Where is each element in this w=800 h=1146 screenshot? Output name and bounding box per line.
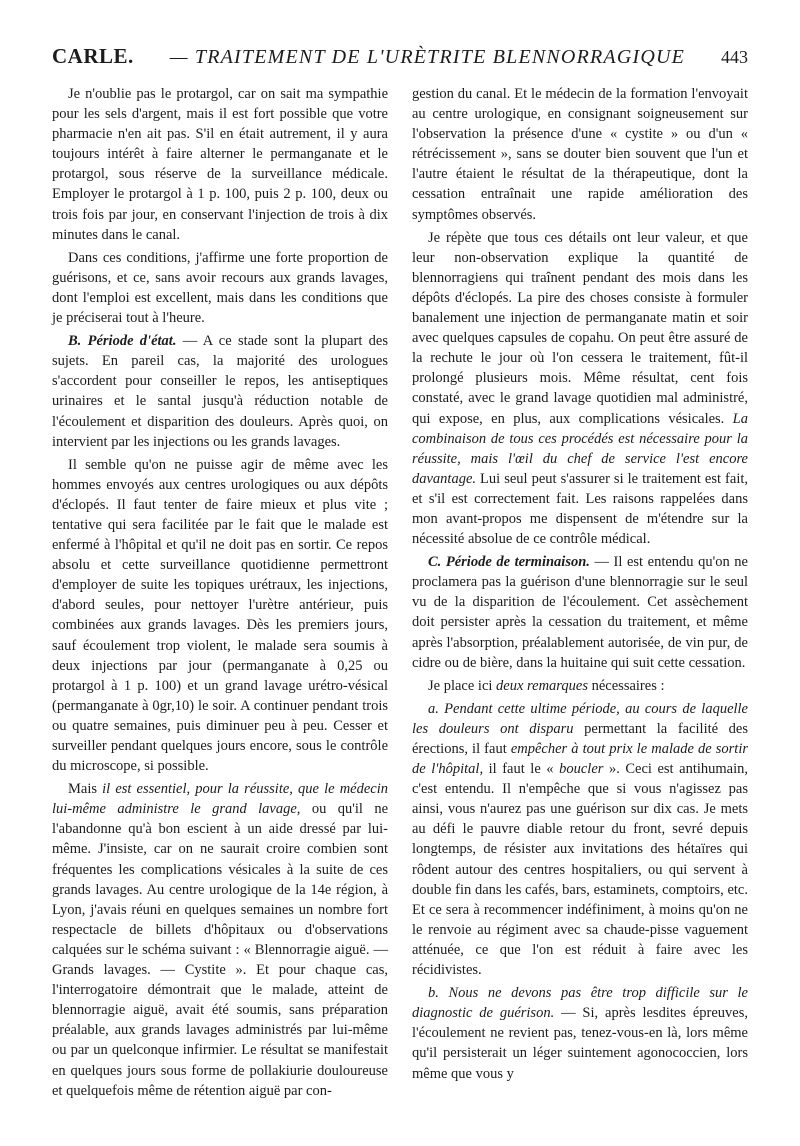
paragraph: Mais il est essentiel, pour la réussite, que le médecin lui-même administre le grand lavage, ou qu'il ne l'abandonne qu'à bon escient à un aide dressé par lui-même. J'insiste, car on ne saurait croire combien sont fréquentes les complications vésicales à la suite de ces grands lavages. Au centre urologique de la 14e région, à Lyon, j'avais réuni en quelques semaines un nombre fort respectacle de billets d'hôpitaux ou d'observations calquées sur le schéma suivant : « Blennorragie aiguë. — Grands lavages. — Cystite ». Et pour chaque cas, l'interrogatoire démontrait que le malade, atteint de blennorragie aiguë, avait été soumis, sans préparation préalable, aux grands lavages administrés par lui-même ou par un quelconque infirmier. Le résultat se manifestait en quelques jours sous forme de pollakiurie douloureuse et quelquefois même de rétention aiguë par con- bbox=[52, 781, 388, 1099]
paragraph: b. Nous ne devons pas être trop difficile sur le diagnostic de guérison. — Si, après lesdites épreuves, l'écoulement ne revient pas, tenez-vous-en là, lors même qu'il persisterait un léger suintement agonococcien, lors même que vous y bbox=[412, 985, 748, 1082]
paragraph: B. Période d'état. — A ce stade sont la plupart des sujets. En pareil cas, la majorité des urologues s'accordent pour conseiller le repos, les antiseptiques urinaires et le santal jusqu'à réduction notable de l'écoulement et disparition des douleurs. Après quoi, on intervient par les injections ou les grands lavages. bbox=[52, 333, 389, 450]
paragraph: Il semble qu'on ne puisse agir de même avec les hommes envoyés aux centres urologiques ou aux dépôts d'éclopés. Il faut tenter de faire mieux et plus vite ; tentative qui sera facilitée par le fait que le malade est enfermé à l'hôpital et qu'il ne doit pas en sortir. Ce repos absolu et cette surveillance quotidienne permettront d'employer de suite les topiques urétraux, les injections, d'abord seules, pour nettoyer l'urètre antérieur, puis combinées aux grands lavages. Dès les premiers jours, sauf écoulement trop violent, le malade sera soumis à deux injections par jour (permanganate à 0,25 ou protargol à 1 p. 100) et un grand lavage urétro-vésical (permanganate à 0gr,10) le soir. A continuer pendant trois ou quatre semaines, puis diminuer peu à peu. Cesser et surveiller pendant quelques jours encore, sous le contrôle du microscope, si possible. bbox=[52, 456, 388, 775]
paragraph: Je n'oublie pas le protargol, car on sait ma sympathie pour les sels d'argent, mais il est fort possible que votre pharmacie n'en ait pas. S'il en était autrement, il y aura toujours intérêt à faire alterner le permanganate et le protargol, sous réserve de la surveillance médicale. Employer le protargol à 1 p. 100, puis 2 p. 100, deux ou trois fois par jour, en conservant l'injection de trois à dix minutes dans le canal. bbox=[52, 86, 388, 243]
section-heading-periode-etat: B. Période d'état. bbox=[68, 333, 177, 350]
left-column bbox=[52, 84, 388, 1128]
paragraph: a. Pendant cette ultime période, au cours de laquelle les douleurs ont disparu permettant la facilité des érections, il faut empêcher à tout prix le malade de sortir de l'hôpital, il faut le « boucler ». Ceci est antihumain, c'est entendu. Il n'empêche que si vous n'agissez pas ainsi, vous n'aurez pas une guérison sur dix cas. Je mets au défi le pauvre diable retour du front, sevré depuis longtemps, de résister aux invitations des hétaïres qui rôdent autour des centres hospitaliers, ou qui servent à double fin dans les cafés, bars, estaminets, comptoirs, etc. Et ce sera à recommencer indéfiniment, à moins qu'on ne le renvoie au régiment avec sa chaude-pisse vaguement atténuée, ce que l'on est réduit à faire avec les récidivistes. bbox=[412, 700, 749, 979]
emphasis: boucler bbox=[559, 761, 604, 778]
emphasis: La combinaison de tous ces procédés est nécessaire pour la réussite, mais l'œil du chef de service l'est encore davantage. bbox=[412, 410, 748, 487]
paragraph: Je répète que tous ces détails ont leur valeur, et que leur non-observation explique la quantité de blennorragiens qui traînent pendant des mois dans les dépôts d'éclopés. La pire des choses consiste à formuler banalement une injection de permanganate matin et soir avec quelques capsules de copahu. On peut être assuré de la rechute le jour où l'on cessera le traitement, fût-il prolongé plusieurs mois. Même résultat, cent fois constaté, avec le grand lavage quotidien mal administré, qui expose, en plus, aux complications vésicales. La combinaison de tous ces procédés est nécessaire pour la réussite, mais l'œil du chef de service l'est encore davantage. Lui seul peut s'assurer si le traitement est fait, et s'il est correctement fait. Les raisons rappelées dans mon avant-propos me dispensent de m'étendre sur la nécessité absolue de ce contrôle médical. bbox=[412, 229, 748, 548]
emphasis: deux remarques bbox=[496, 677, 588, 694]
right-column bbox=[412, 84, 748, 1128]
paragraph: gestion du canal. Et le médecin de la formation l'envoyait au centre urologique, en consignant soigneusement sur l'observation la présence d'une « cystite » ou d'un « rétrécissement », sans se douter bien souvent que l'un et l'autre étaient le résultat de la thérapeutique, dont la cessation entraînait une rapide amélioration des symptômes observés. bbox=[412, 86, 748, 223]
running-head-author: CARLE. bbox=[52, 44, 134, 68]
paragraph: C. Période de terminaison. — Il est entendu qu'on ne proclamera pas la guérison d'une blennorragie sur le seul vu de la disparition de l'écoulement. Cet assèchement doit persister après la cessation du traitement, et même après l'absorption, préalablement autorisée, de vin pur, de cidre ou de bière, dans la huitaine qui suit cette cessation. bbox=[412, 554, 748, 671]
page-header bbox=[52, 44, 748, 80]
paragraph: Je place ici deux remarques nécessaires : bbox=[428, 677, 665, 694]
emphasis: b. Nous ne devons pas être trop difficile sur le diagnostic de guérison. bbox=[412, 985, 748, 1022]
emphasis: a. Pendant cette ultime période, au cours de laquelle les douleurs ont disparu bbox=[412, 700, 748, 737]
text-columns bbox=[52, 84, 748, 1128]
running-head-title: — TRAITEMENT DE L'URÈTRITE BLENNORRAGIQUE bbox=[169, 46, 686, 68]
emphasis: empêcher à tout prix le malade de sortir de l'hôpital, bbox=[412, 741, 749, 778]
emphasis: il est essentiel, pour la réussite, que le médecin lui-même administre le grand lavage, bbox=[52, 781, 388, 818]
paragraph: Dans ces conditions, j'affirme une forte proportion de guérisons, et ce, sans avoir recours aux grands lavages, dont l'emploi est excellent, mais dans les conditions que je préciserai tout à l'heure. bbox=[52, 249, 388, 327]
section-heading-periode-terminaison: C. Période de terminaison. bbox=[428, 554, 590, 571]
page-number: 443 bbox=[721, 47, 748, 67]
